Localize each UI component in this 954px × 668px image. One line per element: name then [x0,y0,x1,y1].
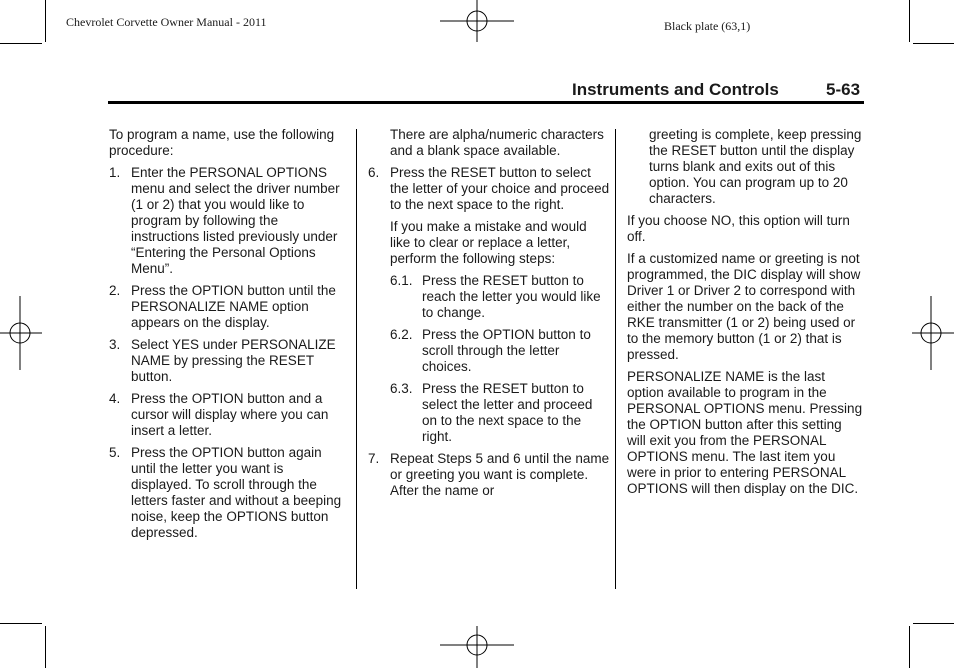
step-number: 2. [109,283,121,298]
substep-text: Press the OPTION button to scroll through the letter choices. [422,327,591,374]
step-number: 7. [368,451,380,466]
list-item [109,391,347,439]
column-divider [356,129,357,589]
continuation-paragraph: greeting is complete, keep pressing the RESET button until the display turns blank and exits out of this option. You can program up to 20 characters. [649,127,862,206]
crop-mark [909,626,910,668]
list-item [109,337,347,385]
plate-label: Black plate (63,1) [664,19,751,33]
continuation-paragraph: There are alpha/numeric characters and a blank space available. [390,127,604,158]
column-divider [615,129,616,589]
column-3 [627,127,863,503]
step-number: 4. [109,391,121,406]
substep-text: Press the RESET button to reach the letter you would like to change. [422,273,601,320]
sub-list-item [390,381,610,445]
column-1 [109,127,347,547]
registration-mark-right [912,296,954,370]
title-rule [108,101,864,104]
substep-number: 6.1. [390,273,413,288]
paragraph: If you choose NO, this option will turn off. [627,213,850,244]
list-item [368,165,610,213]
crop-mark [45,0,46,42]
page-number: 5-63 [826,80,861,99]
list-item [109,283,347,331]
crop-mark [913,623,954,624]
step-number: 5. [109,445,121,460]
step-text: Repeat Steps 5 and 6 until the name or greeting you want is complete. After the name or [390,451,610,498]
column-2 [368,127,610,505]
substep-text: Press the RESET button to select the letter and proceed on to the next space to the right. [422,381,593,444]
substep-number: 6.3. [390,381,413,396]
list-item [109,445,347,541]
sub-list-item [390,327,610,375]
crop-mark [0,43,42,44]
manual-title: Chevrolet Corvette Owner Manual - 2011 [66,15,267,29]
step-number: 6. [368,165,380,180]
registration-mark-bottom [440,626,514,668]
paragraph: If a customized name or greeting is not programmed, the DIC display will show Driver 1 or Driver 2 to correspond with either the number on the back of the RKE transmitter (1 or 2) being used or to the memory button (1 or 2) that is pressed. [627,251,861,362]
crop-mark [909,0,910,42]
crop-mark [45,626,46,668]
step-text: Press the OPTION button and a cursor will display where you can insert a letter. [131,391,329,438]
mistake-note: If you make a mistake and would like to clear or replace a letter, perform the following steps: [390,219,587,266]
crop-mark [0,623,42,624]
substep-number: 6.2. [390,327,413,342]
list-item [368,451,610,499]
step-text: Press the OPTION button again until the letter you want is displayed. To scroll through the letters faster and without a beeping noise, keep the OPTIONS button depressed. [131,445,342,540]
list-item [109,165,347,277]
step-text: Press the OPTION button until the PERSONALIZE NAME option appears on the display. [131,283,336,330]
crop-mark [913,43,954,44]
registration-mark-left [0,296,42,370]
step-text: Select YES under PERSONALIZE NAME by pressing the RESET button. [131,337,336,384]
step-number: 3. [109,337,121,352]
step-number: 1. [109,165,121,180]
sub-list-item [390,273,610,321]
intro-paragraph: To program a name, use the following procedure: [109,127,335,158]
step-text: Press the RESET button to select the letter of your choice and proceed to the next space to the right. [390,165,610,212]
registration-mark-top [440,0,514,42]
section-title: Instruments and Controls [572,80,779,99]
paragraph: PERSONALIZE NAME is the last option available to program in the PERSONAL OPTIONS menu. Pressing the OPTION button after this setting will exit you from the PERSONAL OPTIONS menu. The last item you were in prior to entering PERSONAL OPTIONS will then display on the DIC. [627,369,863,496]
step-text: Enter the PERSONAL OPTIONS menu and select the driver number (1 or 2) that you would like to program by following the instructions listed previously under “Entering the Personal Options Menu”. [131,165,340,276]
